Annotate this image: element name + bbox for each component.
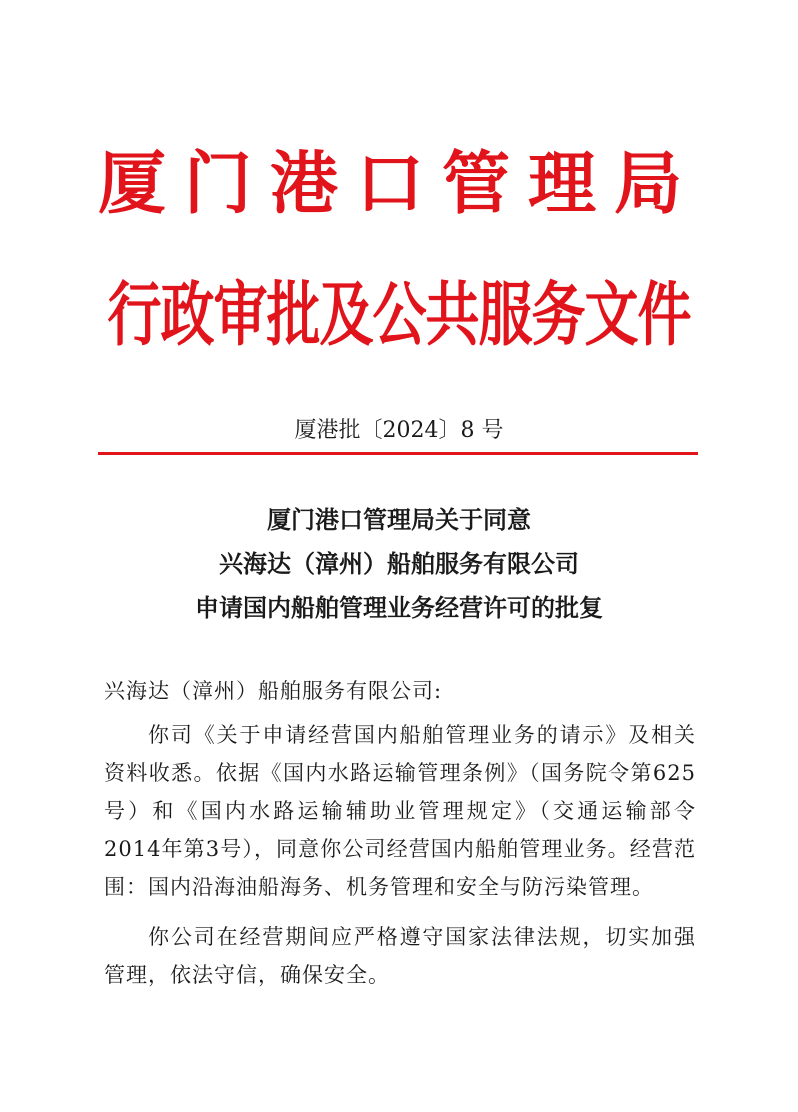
title-line-3: 申请国内船舶管理业务经营许可的批复: [195, 594, 603, 622]
body-paragraph-2: 你公司在经营期间应严格遵守国家法律法规，切实加强管理，依法守信，确保安全。: [104, 925, 696, 987]
document-number: 厦港批〔2024〕8 号: [294, 418, 504, 443]
document-title: [0, 498, 798, 630]
red-divider: [98, 452, 698, 455]
title-line-1: 厦门港口管理局关于同意: [267, 506, 531, 534]
document-body: [104, 672, 696, 1006]
addressee: 兴海达（漳州）船舶服务有限公司:: [104, 679, 443, 703]
agency-header: 厦门港口管理局: [97, 145, 700, 224]
title-line-2: 兴海达（漳州）船舶服务有限公司: [219, 550, 579, 578]
document-type-header: 行政审批及公共服务文件: [107, 274, 691, 356]
body-paragraph-1: 你司《关于申请经营国内船舶管理业务的请示》及相关资料收悉。依据《国内水路运输管理条例》（国务院令第625号）和《国内水路运输辅助业管理规定》（交通运输部令2014年第3号），同意你公司经营国内船舶管理业务。经营范围：国内沿海油船海务、机务管理和安全与防污染管理。: [104, 723, 696, 899]
